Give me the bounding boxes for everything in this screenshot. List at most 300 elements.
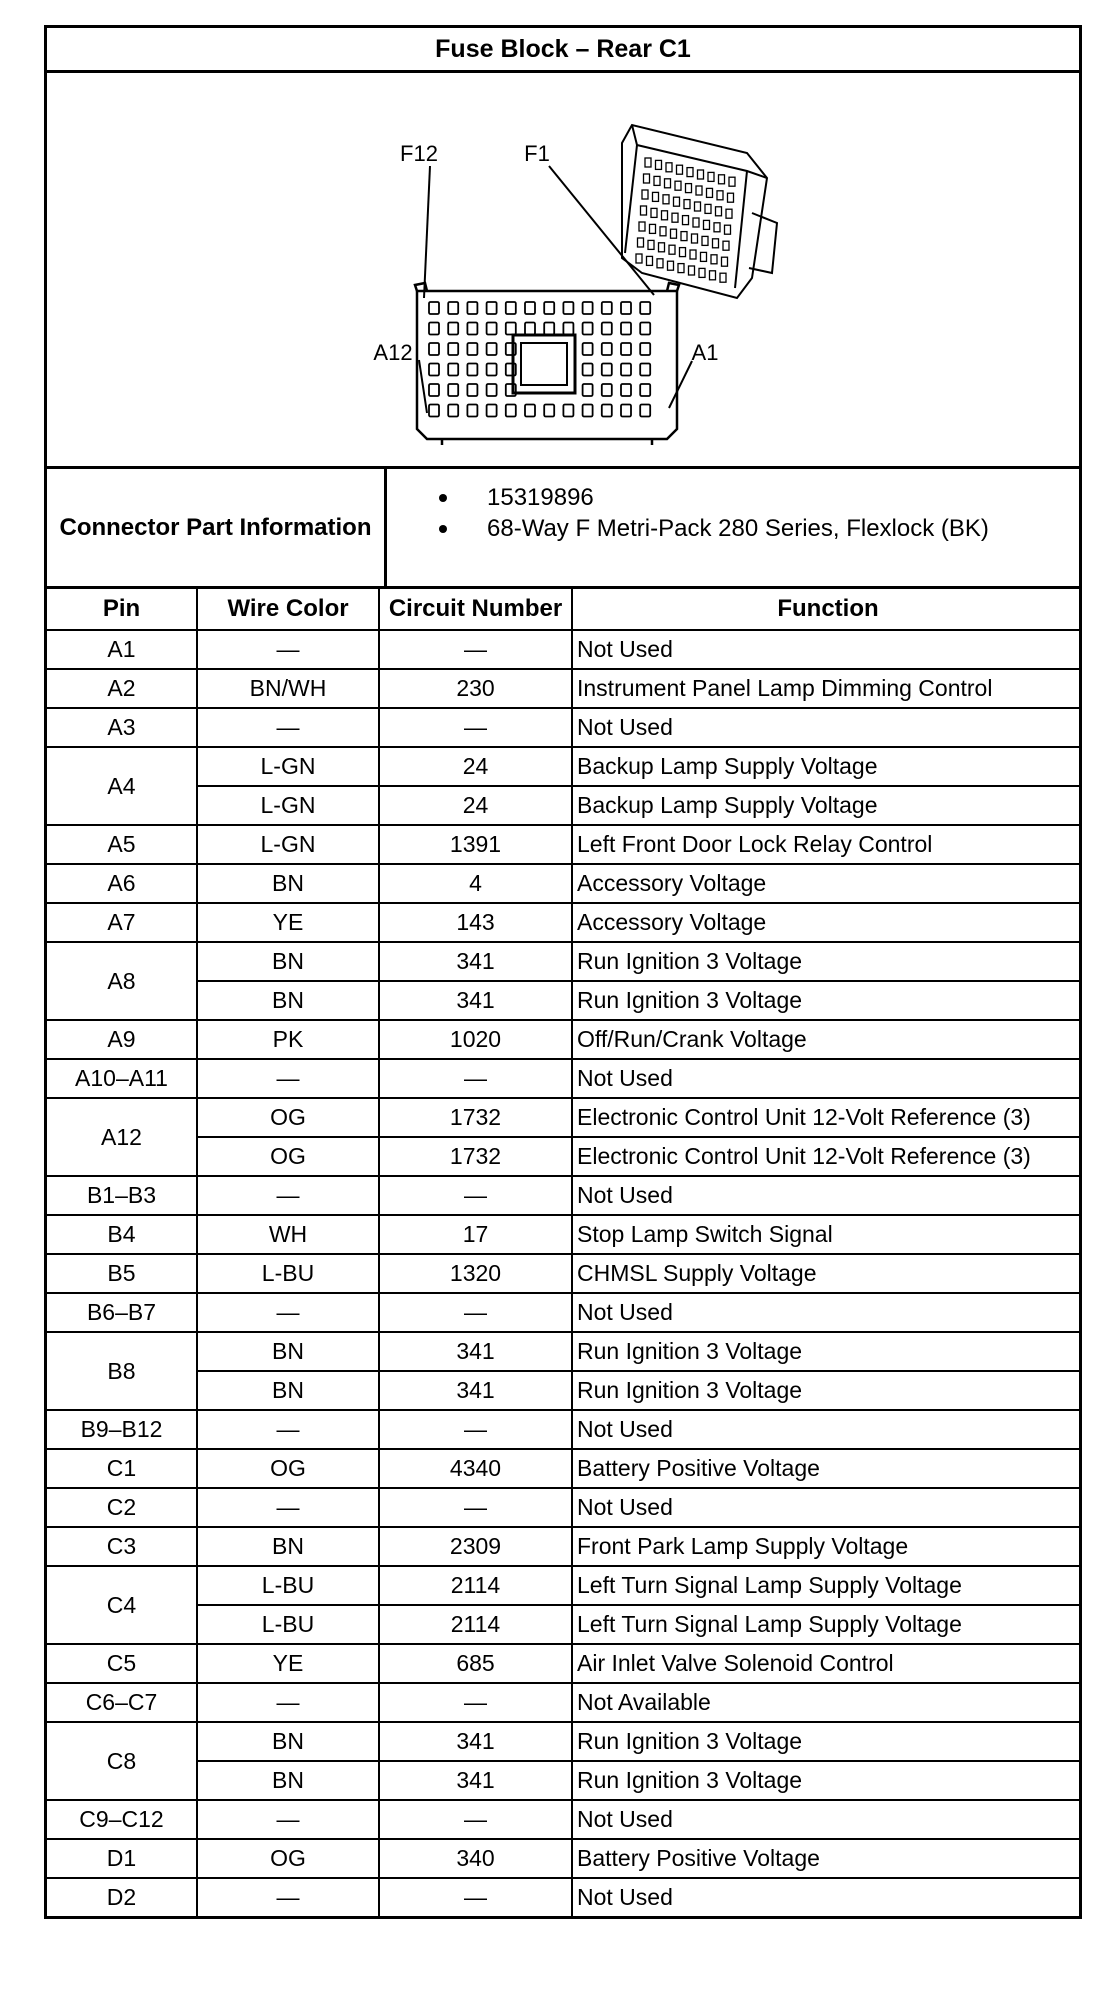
pin-cavity [640, 302, 650, 314]
table-row [47, 1605, 1079, 1644]
circuit-number-cell: — [379, 1878, 572, 1916]
circuit-number-cell: 341 [379, 1332, 572, 1371]
pin-cavity [487, 302, 497, 314]
icon-cavity [636, 254, 642, 263]
icon-cavity [689, 266, 695, 275]
wire-color-cell: PK [197, 1020, 379, 1059]
pin-cavity [487, 364, 497, 376]
pin-cavity [448, 405, 458, 417]
pin-cell: A10–A11 [47, 1059, 197, 1098]
icon-cavity [638, 238, 644, 247]
table-row [47, 747, 1079, 786]
wire-color-cell: YE [197, 1644, 379, 1683]
pin-cell: A2 [47, 669, 197, 708]
icon-cavity [699, 268, 705, 277]
wire-color-cell: BN [197, 864, 379, 903]
icon-cavity [723, 241, 729, 250]
icon-cavity [687, 168, 693, 177]
wire-color-cell: — [197, 1800, 379, 1839]
function-cell: Not Used [572, 708, 1079, 747]
wire-color-cell: OG [197, 1449, 379, 1488]
function-cell: Battery Positive Voltage [572, 1839, 1079, 1878]
table-header-row [47, 589, 1079, 630]
pin-cavity [448, 364, 458, 376]
circuit-number-cell: 17 [379, 1215, 572, 1254]
icon-cavity [695, 202, 701, 211]
pin-cavity [602, 364, 612, 376]
pin-cavity [467, 405, 477, 417]
pin-cavity [467, 364, 477, 376]
circuit-number-cell: 2309 [379, 1527, 572, 1566]
function-cell: Not Available [572, 1683, 1079, 1722]
icon-cavity [696, 186, 702, 195]
pin-cell: C2 [47, 1488, 197, 1527]
circuit-number-cell: 1391 [379, 825, 572, 864]
wire-color-cell: L-BU [197, 1254, 379, 1293]
icon-cavity [665, 179, 671, 188]
icon-cavity [660, 227, 666, 236]
icon-cavity [648, 240, 654, 249]
pin-cell: D2 [47, 1878, 197, 1916]
table-row [47, 1098, 1079, 1137]
circuit-number-cell: — [379, 1800, 572, 1839]
part-description-item [439, 513, 1079, 544]
function-cell: Front Park Lamp Supply Voltage [572, 1527, 1079, 1566]
pin-cell: C1 [47, 1449, 197, 1488]
icon-cavity [659, 243, 665, 252]
circuit-number-cell: 340 [379, 1839, 572, 1878]
pin-cell: A6 [47, 864, 197, 903]
pin-cavity [448, 323, 458, 335]
circuit-number-cell: 1320 [379, 1254, 572, 1293]
pin-cavity [602, 384, 612, 396]
wire-color-cell: — [197, 1059, 379, 1098]
pin-cavity [544, 323, 554, 335]
table-row [47, 669, 1079, 708]
icon-cavity [680, 248, 686, 257]
pin-cavity [621, 323, 631, 335]
function-cell: Run Ignition 3 Voltage [572, 1722, 1079, 1761]
wire-color-cell: BN/WH [197, 669, 379, 708]
pin-cavity [506, 405, 516, 417]
wire-color-cell: OG [197, 1098, 379, 1137]
icon-cavity [672, 213, 678, 222]
circuit-number-cell: 1732 [379, 1098, 572, 1137]
part-number: 15319896 [487, 483, 594, 511]
label-a12: A12 [373, 340, 413, 365]
icon-cavity [729, 177, 735, 186]
connector-part-label: Connector Part Information [47, 469, 387, 586]
connector-document [44, 25, 1082, 1919]
function-cell: Not Used [572, 1059, 1079, 1098]
pin-cavity [640, 384, 650, 396]
table-row [47, 825, 1079, 864]
table-row [47, 1878, 1079, 1916]
icon-cavity [726, 209, 732, 218]
pin-cavity [487, 405, 497, 417]
table-row [47, 1527, 1079, 1566]
icon-cavity [713, 239, 719, 248]
pin-cavity [506, 302, 516, 314]
icon-cavity [698, 170, 704, 179]
circuit-number-cell: — [379, 1059, 572, 1098]
icon-cavity [681, 232, 687, 241]
icon-cavity [722, 257, 728, 266]
pin-cavity [544, 405, 554, 417]
function-cell: Run Ignition 3 Voltage [572, 981, 1079, 1020]
circuit-number-cell: — [379, 1176, 572, 1215]
icon-cavity [675, 181, 681, 190]
bullet-icon [439, 494, 447, 502]
icon-cavity [704, 220, 710, 229]
pin-cavity [602, 302, 612, 314]
icon-cavity [708, 172, 714, 181]
header-wire-color: Wire Color [197, 589, 379, 630]
circuit-number-cell: 1732 [379, 1137, 572, 1176]
circuit-number-cell: 2114 [379, 1566, 572, 1605]
pin-cell: B4 [47, 1215, 197, 1254]
pin-cavity [640, 343, 650, 355]
function-cell: Run Ignition 3 Voltage [572, 1332, 1079, 1371]
pin-cavity [487, 343, 497, 355]
icon-cavity [657, 259, 663, 268]
pin-cavity [621, 302, 631, 314]
header-circuit-number: Circuit Number [379, 589, 572, 630]
function-cell: Not Used [572, 630, 1079, 669]
pin-cavity [544, 302, 554, 314]
function-cell: Battery Positive Voltage [572, 1449, 1079, 1488]
part-number-item [439, 482, 1079, 513]
pin-cell: B6–B7 [47, 1293, 197, 1332]
pin-cell: B5 [47, 1254, 197, 1293]
label-a1: A1 [691, 340, 719, 365]
pin-cavity [429, 364, 439, 376]
table-row [47, 1293, 1079, 1332]
circuit-number-cell: 341 [379, 1371, 572, 1410]
pin-cell: A4 [47, 747, 197, 825]
icon-cavity [656, 160, 662, 169]
circuit-number-cell: 685 [379, 1644, 572, 1683]
pin-cavity [621, 364, 631, 376]
pin-cell: B1–B3 [47, 1176, 197, 1215]
table-row [47, 864, 1079, 903]
circuit-number-cell: — [379, 708, 572, 747]
pin-cavity [448, 302, 458, 314]
pin-cavity [563, 323, 573, 335]
wire-color-cell: L-GN [197, 747, 379, 786]
connector-part-list [387, 469, 1079, 586]
icon-cavity [683, 216, 689, 225]
icon-cavity [725, 225, 731, 234]
icon-cavity [707, 188, 713, 197]
pin-cavity [487, 323, 497, 335]
pin-cavity [640, 364, 650, 376]
pin-cell: B8 [47, 1332, 197, 1410]
icon-cavity [693, 218, 699, 227]
pin-cell: A9 [47, 1020, 197, 1059]
icon-cavity [639, 222, 645, 231]
pin-cavity [467, 323, 477, 335]
icon-cavity [705, 204, 711, 213]
circuit-number-cell: 341 [379, 1761, 572, 1800]
table-row [47, 1644, 1079, 1683]
wire-color-cell: — [197, 1488, 379, 1527]
circuit-number-cell: 4 [379, 864, 572, 903]
function-cell: Not Used [572, 1293, 1079, 1332]
function-cell: Not Used [572, 1800, 1079, 1839]
icon-cavity [651, 208, 657, 217]
label-f1: F1 [524, 141, 550, 166]
icon-cavity [674, 197, 680, 206]
function-cell: Not Used [572, 1410, 1079, 1449]
pinout-table-body [47, 630, 1079, 1916]
wire-color-cell: L-BU [197, 1605, 379, 1644]
table-row [47, 1332, 1079, 1371]
icon-cavity [671, 229, 677, 238]
circuit-number-cell: 341 [379, 942, 572, 981]
circuit-number-cell: 2114 [379, 1605, 572, 1644]
circuit-number-cell: — [379, 1488, 572, 1527]
icon-cavity [714, 223, 720, 232]
wire-color-cell: OG [197, 1839, 379, 1878]
icon-cavity [711, 255, 717, 264]
wire-color-cell: L-GN [197, 786, 379, 825]
wire-color-cell: — [197, 1410, 379, 1449]
function-cell: Left Turn Signal Lamp Supply Voltage [572, 1566, 1079, 1605]
icon-cavity [701, 252, 707, 261]
icon-cavity [642, 190, 648, 199]
table-row [47, 1449, 1079, 1488]
table-row [47, 1722, 1079, 1761]
pin-cell: C6–C7 [47, 1683, 197, 1722]
pin-cell: A5 [47, 825, 197, 864]
pin-cell: C3 [47, 1527, 197, 1566]
icon-cavity [692, 234, 698, 243]
wire-color-cell: OG [197, 1137, 379, 1176]
pin-cavity [640, 405, 650, 417]
wire-color-cell: BN [197, 1332, 379, 1371]
wire-color-cell: — [197, 708, 379, 747]
table-row [47, 1176, 1079, 1215]
icon-cavity [645, 158, 651, 167]
label-f12: F12 [400, 141, 438, 166]
circuit-number-cell: 4340 [379, 1449, 572, 1488]
icon-cavity [650, 224, 656, 233]
icon-cavity [690, 250, 696, 259]
connector-3d-icon [622, 125, 777, 298]
pin-cavity [583, 405, 593, 417]
function-cell: Air Inlet Valve Solenoid Control [572, 1644, 1079, 1683]
circuit-number-cell: — [379, 1683, 572, 1722]
icon-cavity [717, 191, 723, 200]
table-row [47, 1215, 1079, 1254]
icon-cavity [677, 165, 683, 174]
circuit-number-cell: 1020 [379, 1020, 572, 1059]
pin-cavity [429, 343, 439, 355]
wire-color-cell: — [197, 1683, 379, 1722]
wire-color-cell: — [197, 1878, 379, 1916]
pin-cell: A1 [47, 630, 197, 669]
table-row [47, 1059, 1079, 1098]
part-description: 68-Way F Metri-Pack 280 Series, Flexlock (BK) [487, 514, 989, 542]
icon-cavity [668, 261, 674, 270]
icon-cavity [728, 193, 734, 202]
table-row [47, 1800, 1079, 1839]
pin-cavity [429, 323, 439, 335]
circuit-number-cell: — [379, 630, 572, 669]
function-cell: Instrument Panel Lamp Dimming Control [572, 669, 1079, 708]
wire-color-cell: BN [197, 1527, 379, 1566]
icon-cavity [702, 236, 708, 245]
table-row [47, 981, 1079, 1020]
table-row [47, 1683, 1079, 1722]
function-cell: Run Ignition 3 Voltage [572, 1761, 1079, 1800]
pin-cavity [429, 384, 439, 396]
pin-cell: C4 [47, 1566, 197, 1644]
pin-cell: A12 [47, 1098, 197, 1176]
circuit-number-cell: 24 [379, 786, 572, 825]
pin-cavity [583, 302, 593, 314]
pin-cell: B9–B12 [47, 1410, 197, 1449]
pin-cavity [602, 323, 612, 335]
header-function: Function [572, 589, 1079, 630]
icon-cavity [678, 264, 684, 273]
wire-color-cell: L-GN [197, 825, 379, 864]
icon-cavity [686, 184, 692, 193]
wire-color-cell: — [197, 630, 379, 669]
table-row [47, 1371, 1079, 1410]
pin-cavity [467, 384, 477, 396]
icon-cavity [669, 245, 675, 254]
table-row [47, 942, 1079, 981]
icon-cavity [684, 200, 690, 209]
pin-cavity [506, 323, 516, 335]
table-row [47, 786, 1079, 825]
circuit-number-cell: 341 [379, 1722, 572, 1761]
pin-cell: C9–C12 [47, 1800, 197, 1839]
wire-color-cell: BN [197, 1761, 379, 1800]
leader-lines [419, 166, 692, 413]
pin-cavity [621, 384, 631, 396]
table-row [47, 1839, 1079, 1878]
icon-cavity [644, 174, 650, 183]
icon-cavity [654, 176, 660, 185]
pin-cavity [487, 384, 497, 396]
wire-color-cell: — [197, 1176, 379, 1215]
icon-cavity [719, 175, 725, 184]
pin-cavity [602, 343, 612, 355]
pin-cell: A8 [47, 942, 197, 1020]
pin-cavity [467, 343, 477, 355]
function-cell: Run Ignition 3 Voltage [572, 1371, 1079, 1410]
table-row [47, 1566, 1079, 1605]
wire-color-cell: L-BU [197, 1566, 379, 1605]
pin-cavity [583, 384, 593, 396]
table-row [47, 903, 1079, 942]
function-cell: Not Used [572, 1176, 1079, 1215]
pin-cavity [429, 405, 439, 417]
connector-diagram [47, 73, 1079, 469]
icon-cavity [663, 195, 669, 204]
connector-part-information [47, 469, 1079, 589]
icon-cavity [710, 271, 716, 280]
pin-cell: C8 [47, 1722, 197, 1800]
function-cell: Accessory Voltage [572, 903, 1079, 942]
function-cell: Accessory Voltage [572, 864, 1079, 903]
pin-cavity [563, 405, 573, 417]
function-cell: CHMSL Supply Voltage [572, 1254, 1079, 1293]
function-cell: Not Used [572, 1878, 1079, 1916]
bullet-icon [439, 525, 447, 533]
table-row [47, 1020, 1079, 1059]
pin-cavity [583, 364, 593, 376]
table-row [47, 708, 1079, 747]
pin-cavity [621, 405, 631, 417]
function-cell: Backup Lamp Supply Voltage [572, 786, 1079, 825]
pin-cavity [525, 405, 535, 417]
table-row [47, 630, 1079, 669]
icon-cavity [716, 207, 722, 216]
function-cell: Run Ignition 3 Voltage [572, 942, 1079, 981]
icon-cavity [720, 273, 726, 282]
wire-color-cell: BN [197, 981, 379, 1020]
pin-cavity [429, 302, 439, 314]
pin-grid [429, 302, 650, 417]
pin-cavity [621, 343, 631, 355]
pin-cell: C5 [47, 1644, 197, 1683]
function-cell: Backup Lamp Supply Voltage [572, 747, 1079, 786]
pin-cavity [467, 302, 477, 314]
document-title: Fuse Block – Rear C1 [47, 28, 1079, 73]
pin-cavity [448, 384, 458, 396]
table-row [47, 1761, 1079, 1800]
function-cell: Electronic Control Unit 12-Volt Reference (3) [572, 1137, 1079, 1176]
wire-color-cell: WH [197, 1215, 379, 1254]
table-row [47, 1137, 1079, 1176]
pin-cell: D1 [47, 1839, 197, 1878]
pin-cavity [640, 323, 650, 335]
function-cell: Off/Run/Crank Voltage [572, 1020, 1079, 1059]
icon-cavity [666, 163, 672, 172]
icon-cavity [653, 192, 659, 201]
circuit-number-cell: 230 [379, 669, 572, 708]
pin-cavity [448, 343, 458, 355]
function-cell: Left Turn Signal Lamp Supply Voltage [572, 1605, 1079, 1644]
circuit-number-cell: — [379, 1293, 572, 1332]
wire-color-cell: BN [197, 1371, 379, 1410]
pin-cavity [563, 302, 573, 314]
icon-cavity [647, 256, 653, 265]
table-row [47, 1254, 1079, 1293]
pin-cell: A7 [47, 903, 197, 942]
header-pin: Pin [47, 589, 197, 630]
table-row [47, 1410, 1079, 1449]
circuit-number-cell: 341 [379, 981, 572, 1020]
circuit-number-cell: — [379, 1410, 572, 1449]
function-cell: Left Front Door Lock Relay Control [572, 825, 1079, 864]
circuit-number-cell: 143 [379, 903, 572, 942]
connector-face-drawing [47, 73, 1079, 466]
pin-cell: A3 [47, 708, 197, 747]
pin-cavity [525, 323, 535, 335]
function-cell: Stop Lamp Switch Signal [572, 1215, 1079, 1254]
table-row [47, 1488, 1079, 1527]
icon-cavity [662, 211, 668, 220]
function-cell: Not Used [572, 1488, 1079, 1527]
circuit-number-cell: 24 [379, 747, 572, 786]
pin-cavity [583, 323, 593, 335]
icon-cavity [641, 206, 647, 215]
